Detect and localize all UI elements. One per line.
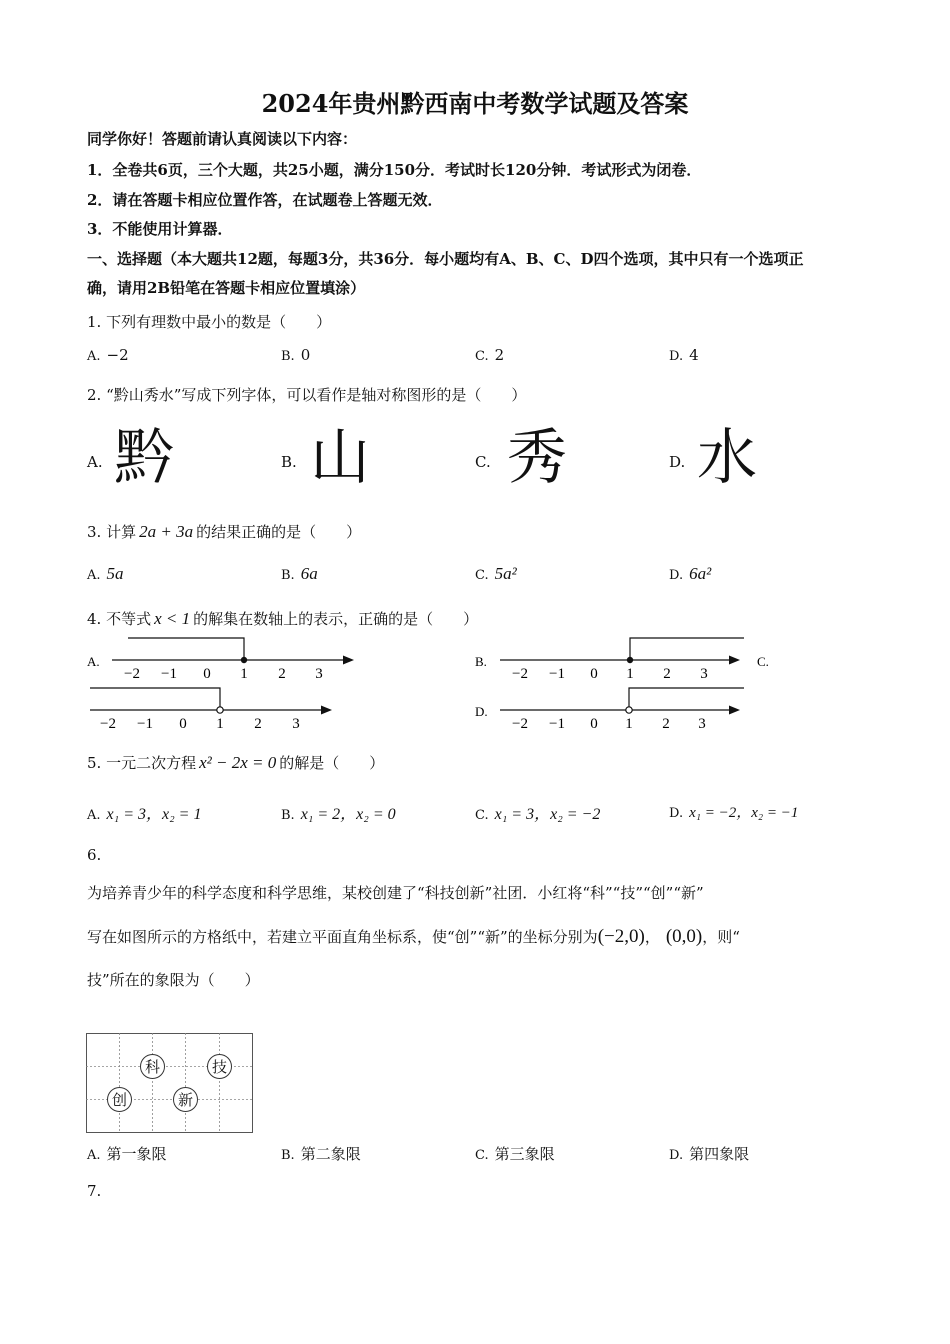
q1-stem: 1. 下列有理数中最小的数是（ ）: [87, 313, 332, 331]
q4-label-a: A.: [87, 654, 100, 669]
q6-number: 6.: [87, 846, 102, 864]
q6-option-d: D. 第四象限: [669, 1145, 750, 1163]
q4-b-arrow: [729, 656, 740, 665]
q4-a-tick: 2: [278, 666, 286, 682]
q5-stem: 5. 一元二次方程 x² − 2x = 0 的解是（ ）: [87, 753, 385, 772]
q2-option-d-label: D.: [669, 453, 686, 471]
q4-b-tick: 0: [590, 666, 598, 682]
q6-line-1: 为培养青少年的科学态度和科学思维，某校创建了“科技创新”社团．小红将“科”“技”“创”“新”: [87, 884, 704, 902]
section1-heading-cont: 确，请用2B铅笔在答题卡相应位置填涂）: [87, 279, 366, 297]
q6-option-c: C. 第三象限: [475, 1145, 555, 1163]
q4-b-tick: 2: [663, 666, 671, 682]
q4-a-tick: 3: [315, 666, 323, 682]
q6-grid-border: [87, 1034, 253, 1133]
q4-d-region: [629, 688, 744, 707]
q4-c-tick: −1: [137, 716, 153, 732]
q4-b-tick: 3: [700, 666, 708, 682]
rule-3: 3．不能使用计算器．: [87, 220, 233, 238]
q2-option-a-glyph: 黔: [114, 423, 174, 493]
q4-b-tick: −2: [512, 666, 528, 682]
q4-d-tick: −1: [549, 716, 565, 732]
q4-a-tick: 1: [240, 666, 248, 682]
q4-d-tick: 1: [625, 716, 633, 732]
q6-char-xin: 新: [177, 1093, 194, 1109]
q2-option-c-label: C.: [475, 453, 491, 471]
rule-2: 2．请在答题卡相应位置作答，在试题卷上答题无效．: [87, 191, 443, 209]
q4-c-tick: −2: [100, 716, 116, 732]
q4-c-tick: 0: [179, 716, 187, 732]
q4-c-arrow: [321, 706, 332, 715]
q4-a-tick: 0: [203, 666, 211, 682]
q2-option-a-label: A.: [87, 453, 103, 471]
q5-option-c: C. x₁ = 3，x₂ = −2: [475, 806, 601, 823]
q2-stem: 2. “黔山秀水”写成下列字体，可以看作是轴对称图形的是（ ）: [87, 386, 527, 404]
q6-line-2: 写在如图所示的方格纸中，若建立平面直角坐标系，使“创”“新”的坐标分别为(−2,0)， (0,0)，则“: [87, 926, 740, 947]
q6-char-chuang: 创: [111, 1093, 128, 1109]
q6-char-ji: 技: [211, 1060, 228, 1076]
q3-option-b: B. 6a: [281, 564, 318, 583]
q4-d-tick: 0: [590, 716, 598, 732]
q2-option-b-glyph: 山: [310, 423, 370, 493]
q6-option-b: B. 第二象限: [281, 1145, 361, 1163]
q4-c-tick: 1: [216, 716, 224, 732]
q4-d-tick: 3: [698, 716, 706, 732]
q4-d-point: [626, 707, 632, 713]
q2-option-b-label: B.: [281, 453, 297, 471]
q7-number: 7.: [87, 1182, 102, 1200]
q4-c-region: [90, 688, 220, 707]
q4-b-region: [630, 638, 744, 660]
q6-grid-figure: [86, 1033, 254, 1134]
q4-b-tick: 1: [626, 666, 634, 682]
q4-c-tick: 2: [254, 716, 262, 732]
q5-option-a: A. x₁ = 3，x₂ = 1: [87, 806, 202, 823]
q4-a-tick: −2: [124, 666, 140, 682]
q4-d-tick: 2: [662, 716, 670, 732]
q3-stem: 3. 计算 2a + 3a 的结果正确的是（ ）: [87, 522, 362, 541]
q1-option-d: D. 4: [669, 346, 699, 364]
page-title: 2024年贵州黔西南中考数学试题及答案: [261, 89, 689, 118]
q4-a-arrow: [343, 656, 354, 665]
q5-option-b: B. x₁ = 2，x₂ = 0: [281, 806, 396, 823]
q4-b-tick: −1: [549, 666, 565, 682]
q4-label-d: D.: [475, 704, 488, 719]
q1-option-b: B. 0: [281, 346, 311, 364]
q6-grid-lines: [86, 1033, 253, 1133]
q4-b-point: [627, 657, 633, 663]
q4-label-c: C.: [757, 654, 769, 669]
q5-option-d: D. x₁ = −2，x₂ = −1: [669, 805, 799, 821]
q4-d-arrow: [729, 706, 740, 715]
q4-a-point: [241, 657, 247, 663]
section1-heading: 一、选择题（本大题共12题，每题3分，共36分．每小题均有A、B、C、D四个选项，其中只有一个选项正: [87, 250, 804, 268]
q1-option-a: A. −2: [87, 346, 129, 364]
q4-label-b: B.: [475, 654, 487, 669]
q2-option-d-glyph: 水: [697, 423, 757, 493]
q2-option-c-glyph: 秀: [507, 423, 567, 493]
q6-line-3: 技”所在的象限为（ ）: [87, 971, 260, 989]
q4-stem: 4. 不等式 x < 1 的解集在数轴上的表示，正确的是（ ）: [87, 609, 479, 628]
q4-d-tick: −2: [512, 716, 528, 732]
rule-1: 1．全卷共6页，三个大题，共25小题，满分150分．考试时长120分钟．考试形式为闭卷．: [87, 161, 702, 179]
q4-a-region: [128, 638, 244, 660]
q1-option-c: C. 2: [475, 346, 505, 364]
intro-greeting: 同学你好！答题前请认真阅读以下内容：: [87, 130, 358, 148]
q4-c-point: [217, 707, 223, 713]
q6-option-a: A. 第一象限: [87, 1145, 167, 1163]
q4-a-tick: −1: [161, 666, 177, 682]
q4-c-tick: 3: [292, 716, 300, 732]
q4-number-lines: [80, 630, 780, 740]
q6-char-ke: 科: [144, 1060, 161, 1076]
q3-option-c: C. 5a²: [475, 564, 517, 583]
q3-option-a: A. 5a: [87, 564, 124, 583]
q3-option-d: D. 6a²: [669, 564, 712, 583]
